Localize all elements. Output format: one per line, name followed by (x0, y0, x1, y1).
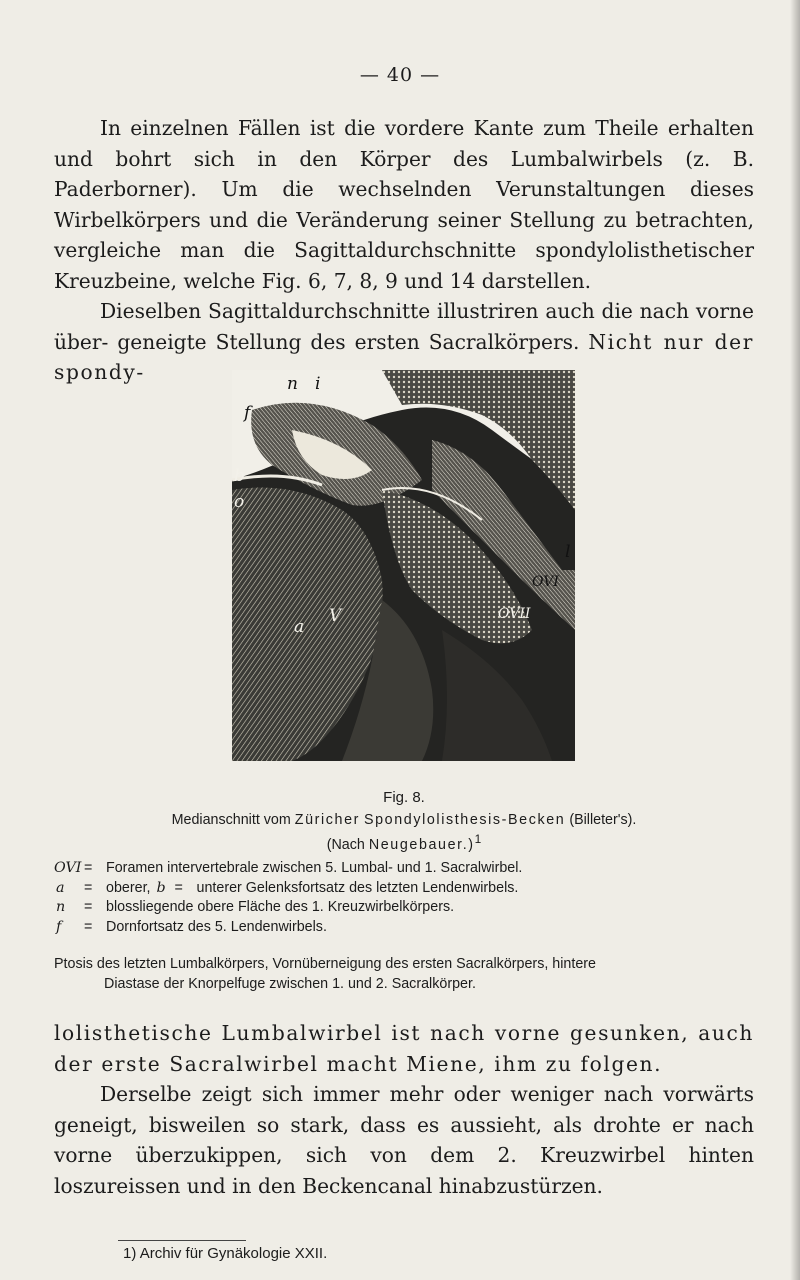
figure-caption-source (54, 830, 754, 855)
figure-note (54, 955, 754, 994)
caption-author: Neugebauer.) (368, 836, 475, 853)
sagittal-section-drawing (232, 370, 575, 761)
legend-key: a (56, 879, 65, 896)
legend-key: n (56, 899, 66, 915)
legend-row (54, 859, 754, 879)
text-line: überzukippen, sich von dem 2. Kreuzwirbel hinten loszureissen und in (54, 1143, 754, 1198)
spaced-text: Nicht nur der spondy- (54, 329, 754, 384)
figure-legend (54, 859, 754, 937)
legend-text: blossliegende obere Fläche des 1. Kreuzwirbelkörpers. (106, 899, 455, 915)
label-v: V (329, 606, 342, 626)
label-b: b (234, 466, 245, 486)
legend-text: Foramen intervertebrale zwischen 5. Lumbal- und 1. Sacralwirbel. (106, 860, 523, 876)
label-l: l (565, 542, 571, 562)
text-line: Um die wechselnden Verunstaltungen dieses Wirbelkörpers und (54, 177, 755, 232)
legend-key: f (56, 918, 62, 935)
page-number: — 40 — (359, 64, 441, 86)
legend-eq: = (84, 899, 93, 915)
label-ovii: OVII (498, 606, 531, 622)
label-ovi: OVI (532, 574, 559, 590)
legend-eq: = (84, 860, 93, 876)
paragraph-3 (54, 1018, 754, 1079)
figure-number: Fig. 8. (383, 789, 425, 806)
text-line: Dieselben Sagittaldurchschnitte illustriren auch die nach vorne über- (54, 299, 754, 354)
legend-eq: = (174, 879, 183, 896)
label-o: o (234, 492, 245, 512)
paragraph-4 (54, 1079, 754, 1201)
text-line: geneigt, bisweilen so stark, dass es aussieht, als drohte er nach vorne (54, 1112, 754, 1167)
footnote-text: Archiv für Gynäkologie XXII. (139, 1245, 328, 1262)
legend-key: OVI (54, 860, 82, 876)
caption-owner: (Billeter's). (569, 812, 637, 828)
figure-illustration (232, 370, 575, 761)
caption-city: Züricher (294, 812, 361, 828)
text-line: und bohrt sich in den Körper des Lumbalwirbels (z. B. Paderborner). (54, 146, 754, 201)
footnote-mark: 1) (123, 1245, 137, 1262)
footnote (123, 1245, 327, 1262)
label-n: n (287, 374, 298, 394)
text-line: Derselbe zeigt sich immer mehr oder weniger nach vorwärts (100, 1082, 754, 1106)
body-text-top (54, 113, 754, 388)
label-f: f (244, 403, 251, 423)
legend-text: unterer Gelenksfortsatz des letzten Lendenwirbels. (196, 879, 519, 896)
paragraph-1 (54, 113, 754, 296)
legend-text: oberer, (106, 879, 151, 896)
caption-text: Medianschnitt vom (171, 812, 291, 828)
legend-text: Dornfortsatz des 5. Lendenwirbels. (106, 918, 327, 935)
legend-row (54, 918, 754, 938)
legend-key: b (156, 879, 166, 896)
text-line: lolisthetische Lumbalwirbel ist nach vorne gesunken, auch (54, 1021, 754, 1045)
footnote-rule (118, 1240, 246, 1241)
body-text-bottom (54, 1018, 754, 1201)
text-line: Sagittaldurchschnitte spondylolisthetischer Kreuzbeine, welche Fig. 6, (54, 238, 754, 293)
label-a: a (294, 617, 305, 637)
text-line: der erste Sacralwirbel macht Miene, ihm zu folgen. (54, 1051, 663, 1076)
legend-row (54, 898, 754, 918)
label-i: i (315, 374, 321, 394)
note-line: Diastase der Knorpelfuge zwischen 1. und 2. Sacralkörper. (104, 975, 476, 992)
text-line: In einzelnen Fällen ist die vordere Kante zum Theile erhalten (100, 116, 754, 140)
legend-row (54, 879, 754, 899)
text-line: geneigte Stellung des ersten Sacralkörpers. (117, 329, 580, 354)
caption-text: (Nach (326, 836, 365, 853)
note-line: Ptosis des letzten Lumbalkörpers, Vornüberneigung des ersten Sacralkörpers, hintere (54, 956, 596, 972)
text-line: den Beckencanal hinabzustürzen. (257, 1173, 603, 1198)
text-line: die Veränderung seiner Stellung zu betrachten, vergleiche man die (54, 207, 754, 262)
caption-subject: Spondylolisthesis-Becken (364, 812, 566, 828)
legend-eq: = (84, 879, 93, 896)
footnote-ref: 1 (474, 832, 482, 846)
page-edge-shadow (790, 0, 800, 1280)
text-line: 7, 8, 9 und 14 darstellen. (333, 268, 592, 293)
figure-caption-title (54, 811, 754, 831)
legend-eq: = (84, 918, 93, 935)
